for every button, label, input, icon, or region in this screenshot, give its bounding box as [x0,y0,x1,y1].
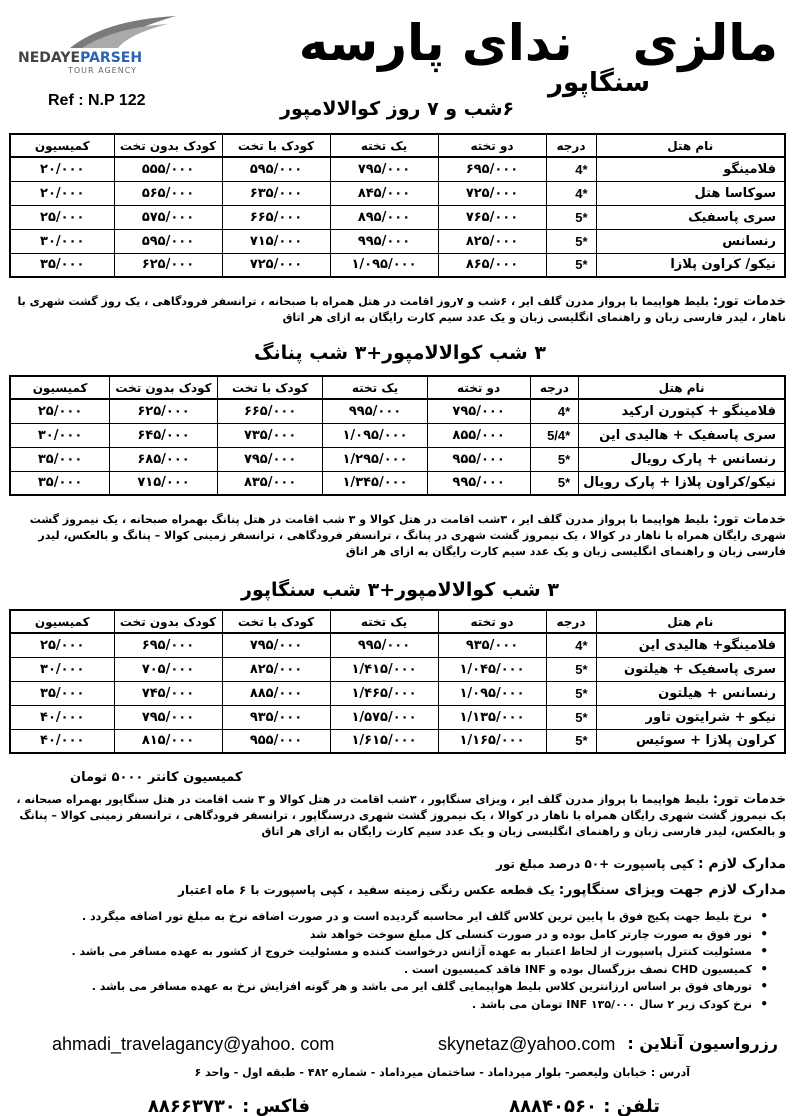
docs-text: یک قطعه عکس رنگی زمینه سفید ، کپی پاسپورت با ۶ ماه اعتبار [178,883,555,897]
cell-double: ۱/۱۳۵/۰۰۰ [438,705,546,729]
table-row [10,657,785,681]
cell-child-bed: ۸۸۵/۰۰۰ [222,681,330,705]
col-grade: درجه [546,610,596,633]
cell-single: ۱/۴۶۵/۰۰۰ [330,681,438,705]
cell-single: ۸۹۵/۰۰۰ [330,205,438,229]
cell-child-nobed: ۶۸۵/۰۰۰ [110,447,218,471]
table-header-row [10,134,785,157]
col-child-bed: کودک با تخت [217,376,323,399]
cell-hotel: فلامینگو+ هالیدی این [596,633,785,657]
col-double: دو تخته [427,376,530,399]
cell-grade: *5 [530,471,579,495]
cell-child-bed: ۶۶۵/۰۰۰ [222,205,330,229]
cell-child-nobed: ۵۵۵/۰۰۰ [114,157,222,181]
logo-subtitle: TOUR AGENCY [68,66,138,75]
table-row [10,729,785,753]
docs-label: مدارک لازم : [697,856,786,872]
reference-number: Ref : N.P 122 [48,92,146,109]
cell-hotel: کراون پلازا + سوئیس [596,729,785,753]
cell-single: ۱/۴۱۵/۰۰۰ [330,657,438,681]
services-text: بلیط هواپیما با پرواز مدرن گلف ایر ، ویزای سنگاپور ، ۳شب اقامت در هتل کوالا و ۳ شب اقامت در هتل سنگاپور بهمراه صبحانه ، یک نیمروز گشت شهری رایگان همراه با ناهار در کوالا ، یک نیمروز گشت شهری درسنگاپور ، ترانسفر فرودگاهی ، ترانسفر زمینی کوالا – پنانگ و بالعکس، لیدر فارسی زبان و راهنمای انگلیسی زبان و یک عدد سیم کارت رایگان به ازای هر اتاق [16,793,786,838]
cell-grade: *4 [546,181,596,205]
cell-hotel: فلامینگو [596,157,785,181]
cell-hotel: رنسانس + هیلتون [596,681,785,705]
cell-double: ۶۹۵/۰۰۰ [438,157,546,181]
agency-logo [8,8,208,78]
cell-commission: ۲۰/۰۰۰ [10,157,114,181]
cell-commission: ۳۵/۰۰۰ [10,253,114,277]
table-row [10,447,785,471]
cell-single: ۸۴۵/۰۰۰ [330,181,438,205]
cell-commission: ۲۵/۰۰۰ [10,205,114,229]
col-child-bed: کودک با تخت [222,610,330,633]
notes-list [60,908,760,1014]
cell-commission: ۳۵/۰۰۰ [10,471,110,495]
table-row [10,633,785,657]
cell-child-nobed: ۵۶۵/۰۰۰ [114,181,222,205]
cell-grade: *4 [530,399,579,423]
page-title: مالزیندای پارسه [298,14,778,72]
services-label: خدمات تور: [712,512,786,527]
docs-text: کپی پاسپورت +۵۰ درصد مبلغ تور [495,857,694,871]
rates-table-kuala-lumpur [9,133,786,278]
cell-child-bed: ۷۹۵/۰۰۰ [222,633,330,657]
cell-grade: *5 [546,729,596,753]
services-kl [14,294,786,326]
cell-grade: *5 [530,447,579,471]
cell-hotel: سری پاسفیک + هیلتون [596,657,785,681]
cell-double: ۱/۰۴۵/۰۰۰ [438,657,546,681]
cell-commission: ۳۵/۰۰۰ [10,447,110,471]
cell-grade: *5 [546,229,596,253]
cell-child-nobed: ۸۱۵/۰۰۰ [114,729,222,753]
cell-commission: ۴۰/۰۰۰ [10,729,114,753]
cell-grade: *5 [546,705,596,729]
cell-grade: *5 [546,657,596,681]
col-hotel: نام هتل [596,134,785,157]
table-row [10,253,785,277]
page-subtitle: سنگاپور [548,68,651,98]
cell-child-bed: ۶۳۵/۰۰۰ [222,181,330,205]
cell-double: ۱/۰۹۵/۰۰۰ [438,681,546,705]
cell-child-nobed: ۷۴۵/۰۰۰ [114,681,222,705]
table-row [10,705,785,729]
col-single: یک تخته [330,610,438,633]
header [0,0,800,130]
note-item: • نرخ کودک زیر ۲ سال INF ۱۳۵/۰۰۰ تومان می باشد . [60,996,760,1014]
services-text: بلیط هواپیما با پرواز مدرن گلف ایر ، ۶شب و ۷روز اقامت در هتل همراه با صبحانه ، ترانسفر فرودگاهی ، یک روز گشت شهری با ناهار ، لیدر فارسی زبان و راهنمای انگلیسی زبان و یک عدد سیم کارت رایگان به ازای هر اتاق [17,295,786,324]
singapore-visa-documents [178,882,786,898]
cell-hotel: نیکو/کراون پلازا + پارک رویال [579,471,785,495]
cell-single: ۹۹۵/۰۰۰ [323,399,427,423]
table-row [10,157,785,181]
logo-name: NEDAYEPARSEH [18,50,143,66]
address: آدرس : خیابان ولیعصر- بلوار میرداماد - ساختمان میرداماد - شماره ۴۸۲ - طبقه اول - واحد ۶ [194,1066,690,1079]
section2-title: ۳ شب کوالالامپور+۳ شب پنانگ [254,342,546,364]
cell-single: ۱/۰۹۵/۰۰۰ [323,423,427,447]
cell-grade: *4 [546,633,596,657]
section3-title: ۳ شب کوالالامپور+۳ شب سنگاپور [241,579,559,601]
cell-grade: *4 [546,157,596,181]
cell-single: ۱/۳۴۵/۰۰۰ [323,471,427,495]
cell-single: ۱/۶۱۵/۰۰۰ [330,729,438,753]
section1-title: ۶شب و ۷ روز کوالالامپور [280,98,515,120]
wing-icon [68,14,178,50]
phone-number: تلفن : ۸۸۸۴۰۵۶۰ [509,1096,660,1116]
cell-double: ۸۲۵/۰۰۰ [438,229,546,253]
table-header-row [10,376,785,399]
cell-commission: ۳۰/۰۰۰ [10,423,110,447]
cell-child-nobed: ۶۲۵/۰۰۰ [114,253,222,277]
cell-commission: ۲۵/۰۰۰ [10,633,114,657]
cell-hotel: نیکو/ کراون پلازا [596,253,785,277]
services-label: خدمات تور: [712,294,786,309]
note-item: • تورهای فوق بر اساس ارزانترین کلاس بلیط هواپیمایی گلف ایر می باشد و هر گونه افزایش نرخ به عهده مسافر می باشد . [60,978,760,996]
col-commission: کمیسیون [10,134,114,157]
counter-commission: کمیسیون کانتر ۵۰۰۰ تومان [70,770,243,785]
cell-grade: *5 [546,253,596,277]
cell-child-bed: ۹۵۵/۰۰۰ [222,729,330,753]
col-single: یک تخته [323,376,427,399]
cell-commission: ۳۰/۰۰۰ [10,229,114,253]
cell-double: ۸۵۵/۰۰۰ [427,423,530,447]
col-double: دو تخته [438,134,546,157]
cell-child-nobed: ۶۲۵/۰۰۰ [110,399,218,423]
cell-hotel: رنسانس [596,229,785,253]
cell-hotel: سری پاسفیک [596,205,785,229]
cell-child-nobed: ۶۴۵/۰۰۰ [110,423,218,447]
cell-double: ۷۲۵/۰۰۰ [438,181,546,205]
cell-child-bed: ۷۳۵/۰۰۰ [217,423,323,447]
cell-child-bed: ۵۹۵/۰۰۰ [222,157,330,181]
note-item: • نرخ بلیط جهت پکیج فوق با پایین ترین کلاس گلف ایر محاسبه گردیده است و در صورت اضافه نرخ به مبلغ تور اضافه میگردد . [60,908,760,926]
note-item: • کمیسیون CHD نصف بزرگسال بوده و INF فاقد کمیسیون است . [60,961,760,979]
cell-hotel: نیکو + شرایتون تاور [596,705,785,729]
rates-table-penang [9,375,786,496]
cell-double: ۷۶۵/۰۰۰ [438,205,546,229]
cell-child-bed: ۷۱۵/۰۰۰ [222,229,330,253]
cell-double: ۷۹۵/۰۰۰ [427,399,530,423]
cell-child-nobed: ۷۰۵/۰۰۰ [114,657,222,681]
col-child-bed: کودک با تخت [222,134,330,157]
required-documents [496,856,786,872]
cell-child-bed: ۸۲۵/۰۰۰ [222,657,330,681]
cell-child-nobed: ۷۱۵/۰۰۰ [110,471,218,495]
cell-single: ۱/۲۹۵/۰۰۰ [323,447,427,471]
col-single: یک تخته [330,134,438,157]
docs-label: مدارک لازم جهت ویزای سنگاپور: [558,882,786,898]
cell-child-bed: ۸۳۵/۰۰۰ [217,471,323,495]
cell-child-bed: ۹۳۵/۰۰۰ [222,705,330,729]
col-double: دو تخته [438,610,546,633]
cell-commission: ۴۰/۰۰۰ [10,705,114,729]
table-header-row [10,610,785,633]
table-row [10,399,785,423]
cell-double: ۹۳۵/۰۰۰ [438,633,546,657]
cell-grade: *5/4 [530,423,579,447]
cell-child-bed: ۶۶۵/۰۰۰ [217,399,323,423]
services-text: بلیط هواپیما با پرواز مدرن گلف ایر ، ۳شب اقامت در هتل کوالا و ۳ شب اقامت در هتل پنانگ بهمراه صبحانه ، یک نیمروز گشت شهری رایگان همراه با ناهار در کوالا ، یک نیمروز گشت شهری در پنانگ ، ترانسفر فرودگاهی ، ترانسفر زمینی کوالا – پنانگ و بالعکس، لیدر فارسی زبان و راهنمای انگلیسی زبان و یک عدد سیم کارت رایگان به ازای هر اتاق [29,513,786,558]
cell-commission: ۳۵/۰۰۰ [10,681,114,705]
cell-commission: ۲۵/۰۰۰ [10,399,110,423]
col-child-nobed: کودک بدون تخت [114,610,222,633]
cell-double: ۸۶۵/۰۰۰ [438,253,546,277]
table-row [10,681,785,705]
online-reservation-label: رزرواسیون آنلاین : [627,1034,778,1053]
cell-single: ۹۹۵/۰۰۰ [330,633,438,657]
cell-grade: *5 [546,205,596,229]
services-singapore [14,792,786,840]
table-row [10,181,785,205]
cell-child-nobed: ۵۷۵/۰۰۰ [114,205,222,229]
table-row [10,229,785,253]
cell-commission: ۲۰/۰۰۰ [10,181,114,205]
services-penang [14,512,786,560]
cell-single: ۷۹۵/۰۰۰ [330,157,438,181]
cell-child-bed: ۷۲۵/۰۰۰ [222,253,330,277]
table-row [10,423,785,447]
table-row [10,471,785,495]
col-child-nobed: کودک بدون تخت [114,134,222,157]
cell-child-nobed: ۶۹۵/۰۰۰ [114,633,222,657]
email-link-skynet[interactable]: skynetaz@yahoo.com [438,1034,616,1054]
cell-commission: ۳۰/۰۰۰ [10,657,114,681]
note-item: • تور فوق به صورت چارتر کامل بوده و در صورت کنسلی کل مبلغ سوخت خواهد شد [60,926,760,944]
cell-single: ۹۹۵/۰۰۰ [330,229,438,253]
col-grade: درجه [546,134,596,157]
fax-number: فاکس : ۸۸۶۶۳۷۳۰ [147,1096,310,1116]
cell-child-nobed: ۷۹۵/۰۰۰ [114,705,222,729]
col-commission: کمیسیون [10,376,110,399]
col-hotel: نام هتل [579,376,785,399]
cell-double: ۱/۱۶۵/۰۰۰ [438,729,546,753]
col-commission: کمیسیون [10,610,114,633]
cell-hotel: رنسانس + پارک رویال [579,447,785,471]
cell-child-nobed: ۵۹۵/۰۰۰ [114,229,222,253]
cell-child-bed: ۷۹۵/۰۰۰ [217,447,323,471]
cell-single: ۱/۵۷۵/۰۰۰ [330,705,438,729]
table-row [10,205,785,229]
col-grade: درجه [530,376,579,399]
cell-single: ۱/۰۹۵/۰۰۰ [330,253,438,277]
email-link-ahmadi[interactable]: ahmadi_travelagancy@yahoo. com [52,1034,335,1054]
services-label: خدمات تور: [712,792,786,807]
cell-double: ۹۹۵/۰۰۰ [427,471,530,495]
rates-table-singapore [9,609,786,754]
note-item: • مسئولیت کنترل پاسپورت از لحاظ اعتبار به عهده آژانس درخواست کننده و مسئولیت خروج از کشور به عهده مسافر می باشد . [60,943,760,961]
col-hotel: نام هتل [596,610,785,633]
cell-hotel: سری پاسفیک + هالیدی این [579,423,785,447]
cell-hotel: سوکاسا هتل [596,181,785,205]
cell-grade: *5 [546,681,596,705]
col-child-nobed: کودک بدون تخت [110,376,218,399]
cell-hotel: فلامینگو + کپتورن ارکید [579,399,785,423]
cell-double: ۹۵۵/۰۰۰ [427,447,530,471]
